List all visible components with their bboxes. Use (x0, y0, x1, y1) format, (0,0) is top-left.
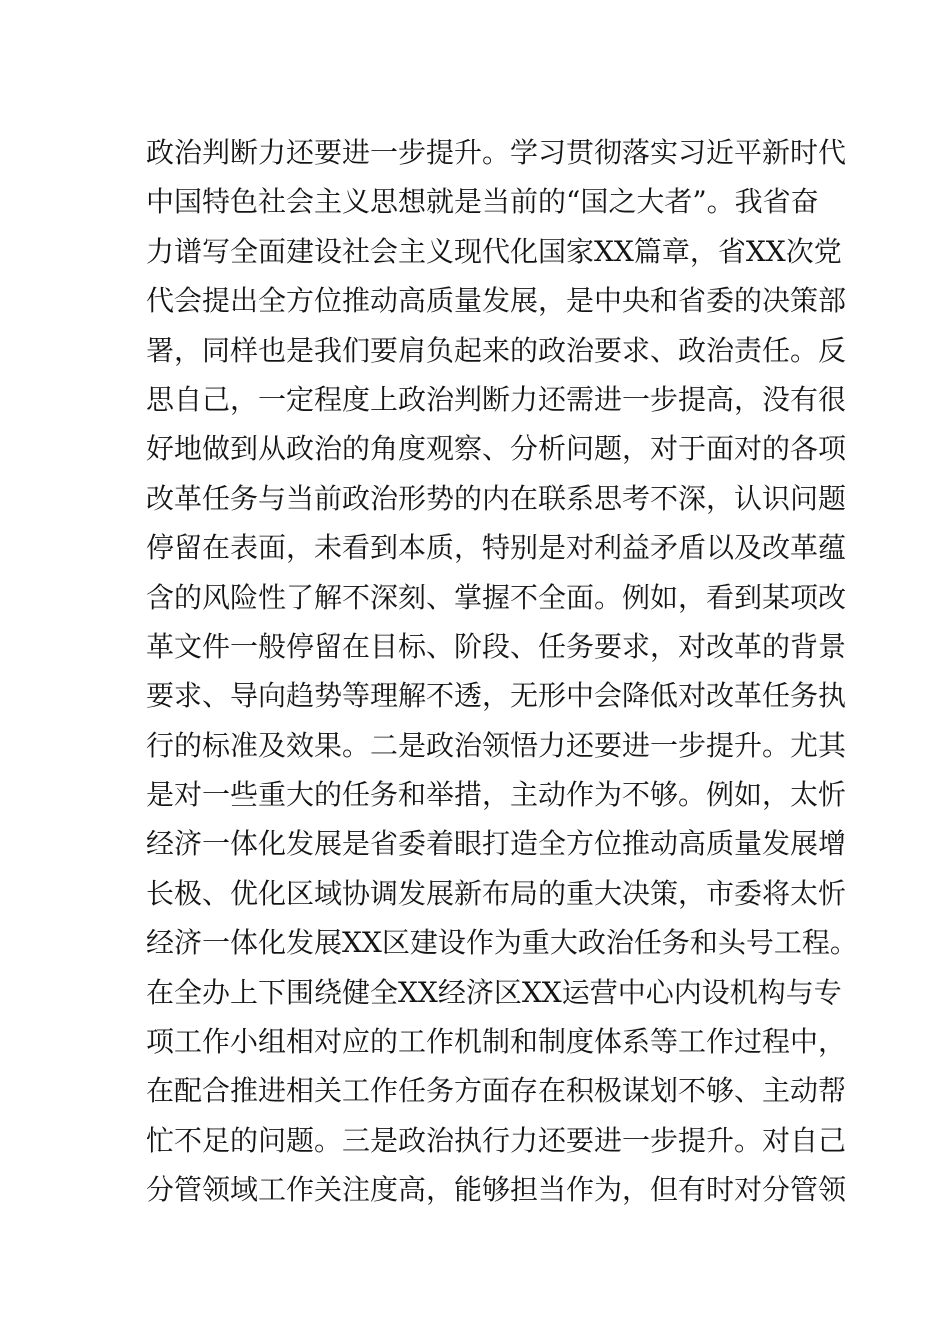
text-line: 代会提出全方位推动高质量发展，是中央和省委的决策部 (146, 284, 847, 318)
text-line: 项工作小组相对应的工作机制和制度体系等工作过程中， (146, 1025, 847, 1059)
text-line: 长极、优化区域协调发展新布局的重大决策，市委将太忻 (146, 876, 847, 910)
text-line: 好地做到从政治的角度观察、分析问题，对于面对的各项 (146, 432, 847, 466)
text-line: 力谱写全面建设社会主义现代化国家XX篇章，省XX次党 (146, 234, 842, 268)
text-line: 要求、导向趋势等理解不透，无形中会降低对改革任务执 (146, 679, 847, 713)
text-line: 忙不足的问题。三是政治执行力还要进一步提升。对自己 (146, 1123, 847, 1157)
text-line: 中国特色社会主义思想就是当前的“国之大者”。我省奋 (146, 185, 819, 219)
text-line: 署，同样也是我们要肩负起来的政治要求、政治责任。反 (146, 333, 847, 367)
text-line: 思自己，一定程度上政治判断力还需进一步提高，没有很 (146, 382, 847, 416)
body-paragraph (146, 128, 858, 1215)
text-line: 在配合推进相关工作任务方面存在积极谋划不够、主动帮 (146, 1074, 847, 1108)
text-line: 分管领域工作关注度高，能够担当作为，但有时对分管领 (146, 1173, 847, 1207)
text-line: 在全办上下围绕健全XX经济区XX运营中心内设机构与专 (146, 975, 842, 1009)
text-line: 改革任务与当前政治形势的内在联系思考不深，认识问题 (146, 481, 847, 515)
text-line: 政治判断力还要进一步提升。学习贯彻落实习近平新时代 (146, 136, 847, 169)
text-line: 停留在表面，未看到本质，特别是对利益矛盾以及改革蕴 (146, 531, 847, 565)
text-line: 经济一体化发展是省委着眼打造全方位推动高质量发展增 (146, 827, 847, 861)
text-line: 是对一些重大的任务和举措，主动作为不够。例如，太忻 (146, 778, 847, 812)
text-line: 含的风险性了解不深刻、掌握不全面。例如，看到某项改 (146, 580, 847, 614)
text-line: 行的标准及效果。二是政治领悟力还要进一步提升。尤其 (146, 728, 847, 762)
text-line: 经济一体化发展XX区建设作为重大政治任务和头号工程。 (146, 926, 858, 960)
text-line: 革文件一般停留在目标、阶段、任务要求，对改革的背景 (146, 629, 847, 663)
